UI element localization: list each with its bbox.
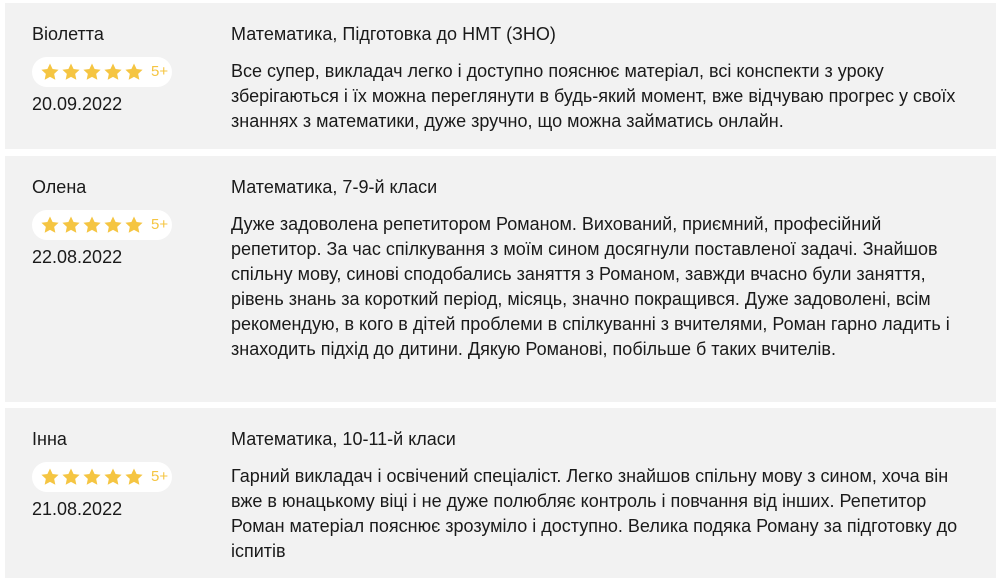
- star-icon: [61, 467, 81, 487]
- review-card: [5, 3, 996, 149]
- star-icon: [124, 215, 144, 235]
- review-text: Гарний викладач і освічений спеціаліст. Легко знайшов спільну мову з сином, хоча він вже в юнацькому віці і не дуже полюбляє контроль і повчання від інших. Репетитор Роман матеріал пояснює зрозуміло і доступно. Велика подяка Роману за підготовку до іспитів: [231, 466, 958, 561]
- rating-grade: 5+: [151, 468, 169, 485]
- star-icon: [103, 215, 123, 235]
- review-text: Дуже задоволена репетитором Романом. Вихований, приємний, професійний репетитор. За час спілкування з моїм сином досягнули поставленої задачі. Знайшов спільну мову, синові сподобались заняття з Романом, завжди вчасно були заняття, рівень знань за короткий період, місяць, значно покращився. Дуже задоволені, всім рекомендую, в кого в дітей проблеми в спілкуванні з вчителями, Роман гарно ладить і знаходить підхід до дитини. Дякую Романові, побільше б таких вчителів.: [231, 214, 950, 359]
- review-date: 21.08.2022: [32, 499, 123, 519]
- rating-badge: [32, 210, 172, 240]
- review-date: 22.08.2022: [32, 247, 123, 267]
- star-icon: [103, 62, 123, 82]
- star-icon: [82, 467, 102, 487]
- star-icon: [61, 215, 81, 235]
- star-icon: [40, 62, 60, 82]
- review-text: Все супер, викладач легко і доступно пояснює матеріал, всі конспекти з уроку зберігаються і їх можна переглянути в будь-який момент, вже відчуваю прогрес у своїх знаннях з математики, дуже зручно, що можна займатись онлайн.: [231, 61, 956, 131]
- review-subject: Математика, Підготовка до НМТ (ЗНО): [231, 24, 556, 44]
- star-icon: [61, 62, 81, 82]
- review-author: Віолетта: [32, 24, 104, 44]
- star-icon: [82, 215, 102, 235]
- review-card: [5, 156, 996, 402]
- review-subject: Математика, 10-11-й класи: [231, 429, 456, 449]
- review-card: [5, 408, 996, 578]
- rating-grade: 5+: [151, 63, 169, 80]
- star-icon: [103, 467, 123, 487]
- rating-grade: 5+: [151, 216, 169, 233]
- rating-badge: [32, 57, 172, 87]
- star-icon: [40, 215, 60, 235]
- review-author: Інна: [32, 429, 67, 449]
- review-author: Олена: [32, 177, 87, 197]
- star-icon: [124, 62, 144, 82]
- review-date: 20.09.2022: [32, 94, 123, 114]
- review-subject: Математика, 7-9-й класи: [231, 177, 438, 197]
- rating-badge: [32, 462, 172, 492]
- star-icon: [124, 467, 144, 487]
- star-icon: [40, 467, 60, 487]
- star-icon: [82, 62, 102, 82]
